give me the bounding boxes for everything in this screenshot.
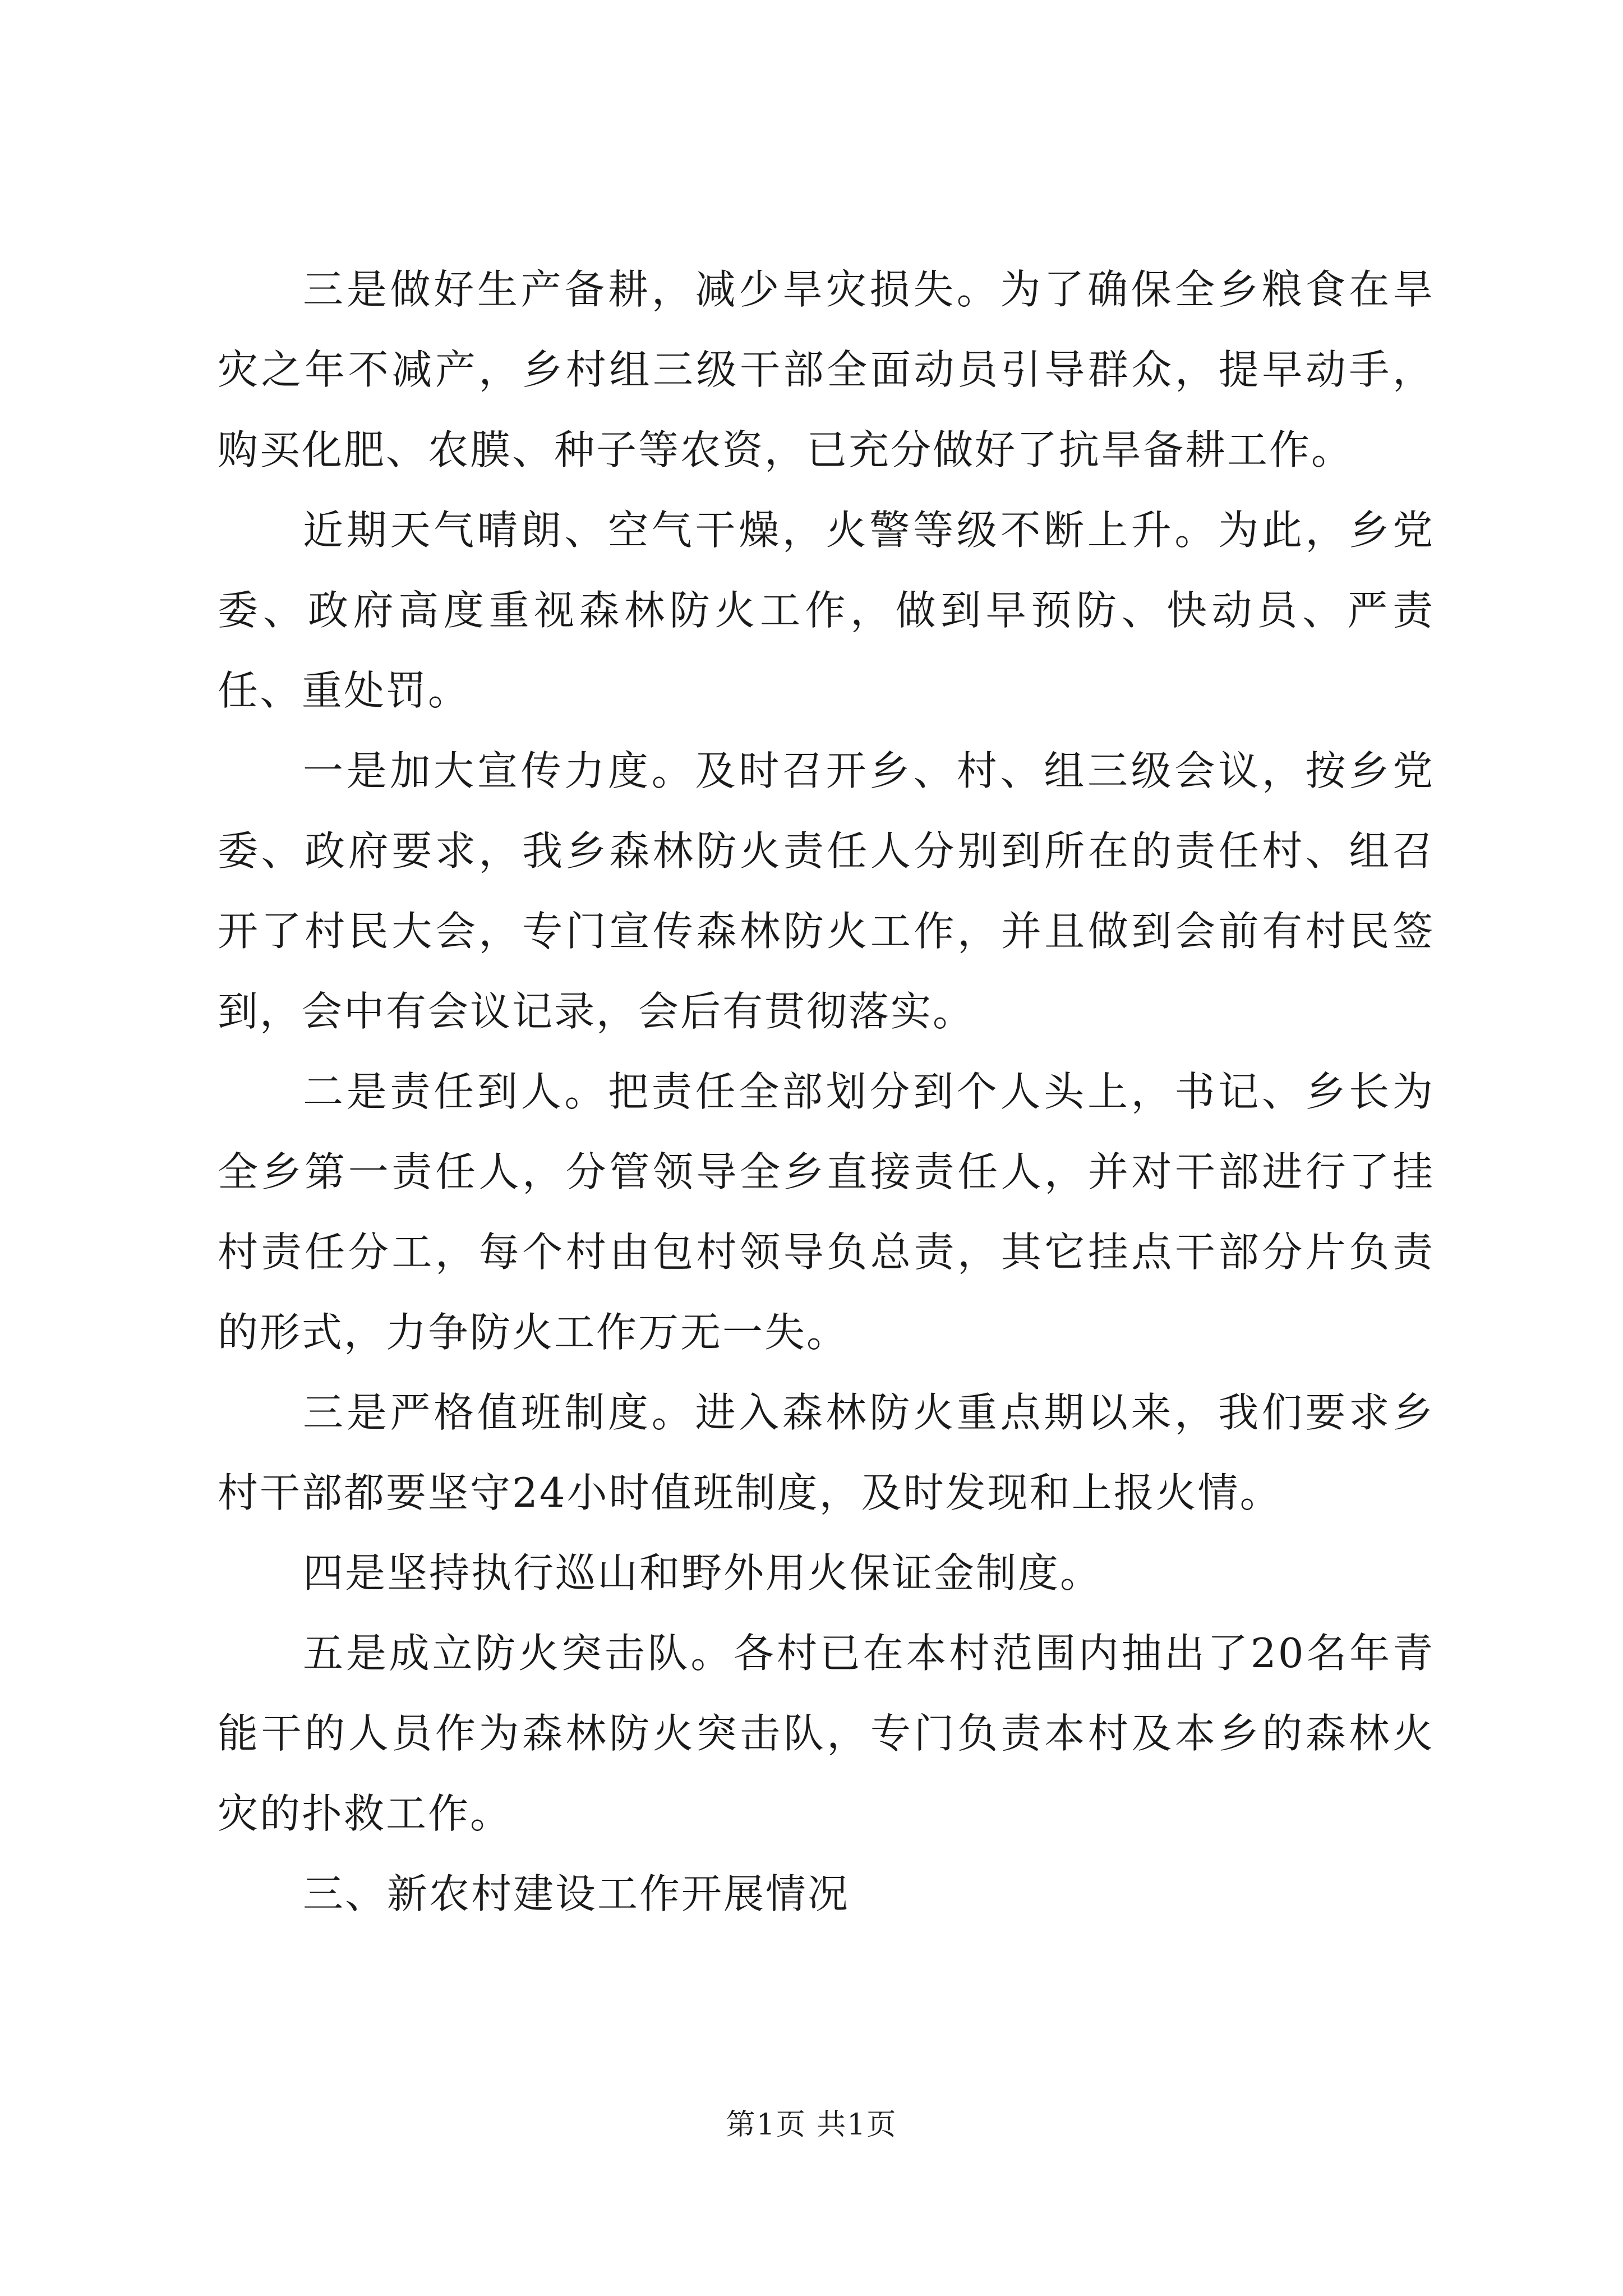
document-body xyxy=(218,250,1435,1934)
paragraph-drought-preparation: 三是做好生产备耕，减少旱灾损失。为了确保全乡粮食在旱灾之年不减产，乡村组三级干部全面动员引导群众，提早动手，购买化肥、农膜、种子等农资，已充分做好了抗旱备耕工作。 xyxy=(218,266,1435,473)
page-footer: 第1页 共1页 xyxy=(726,2108,897,2142)
paragraph-strike-team: 五是成立防火突击队。各村已在本村范围内抽出了20名年青能干的人员作为森林防火突击队，专门负责本村及本乡的森林火灾的扑救工作。 xyxy=(218,1630,1435,1837)
paragraph-fire-prevention-intro: 近期天气晴朗、空气干燥，火警等级不断上升。为此，乡党委、政府高度重视森林防火工作，做到早预防、快动员、严责任、重处罚。 xyxy=(218,507,1435,714)
paragraph-duty-system: 三是严格值班制度。进入森林防火重点期以来，我们要求乡村干部都要坚守24小时值班制度，及时发现和上报火情。 xyxy=(218,1389,1435,1516)
paragraph-responsibility: 二是责任到人。把责任全部划分到个人头上，书记、乡长为全乡第一责任人，分管领导全乡直接责任人，并对干部进行了挂村责任分工，每个村由包村领导负总责，其它挂点干部分片负责的形式，力争防火工作万无一失。 xyxy=(218,1068,1435,1356)
paragraph-patrol-deposit: 四是坚持执行巡山和野外用火保证金制度。 xyxy=(303,1549,1103,1596)
paragraph-publicity: 一是加大宣传力度。及时召开乡、村、组三级会议，按乡党委、政府要求，我乡森林防火责任人分别到所在的责任村、组召开了村民大会，专门宣传森林防火工作，并且做到会前有村民签到，会中有会议记录，会后有贯彻落实。 xyxy=(218,747,1435,1035)
section-heading-new-rural-construction: 三、新农村建设工作开展情况 xyxy=(303,1870,850,1917)
